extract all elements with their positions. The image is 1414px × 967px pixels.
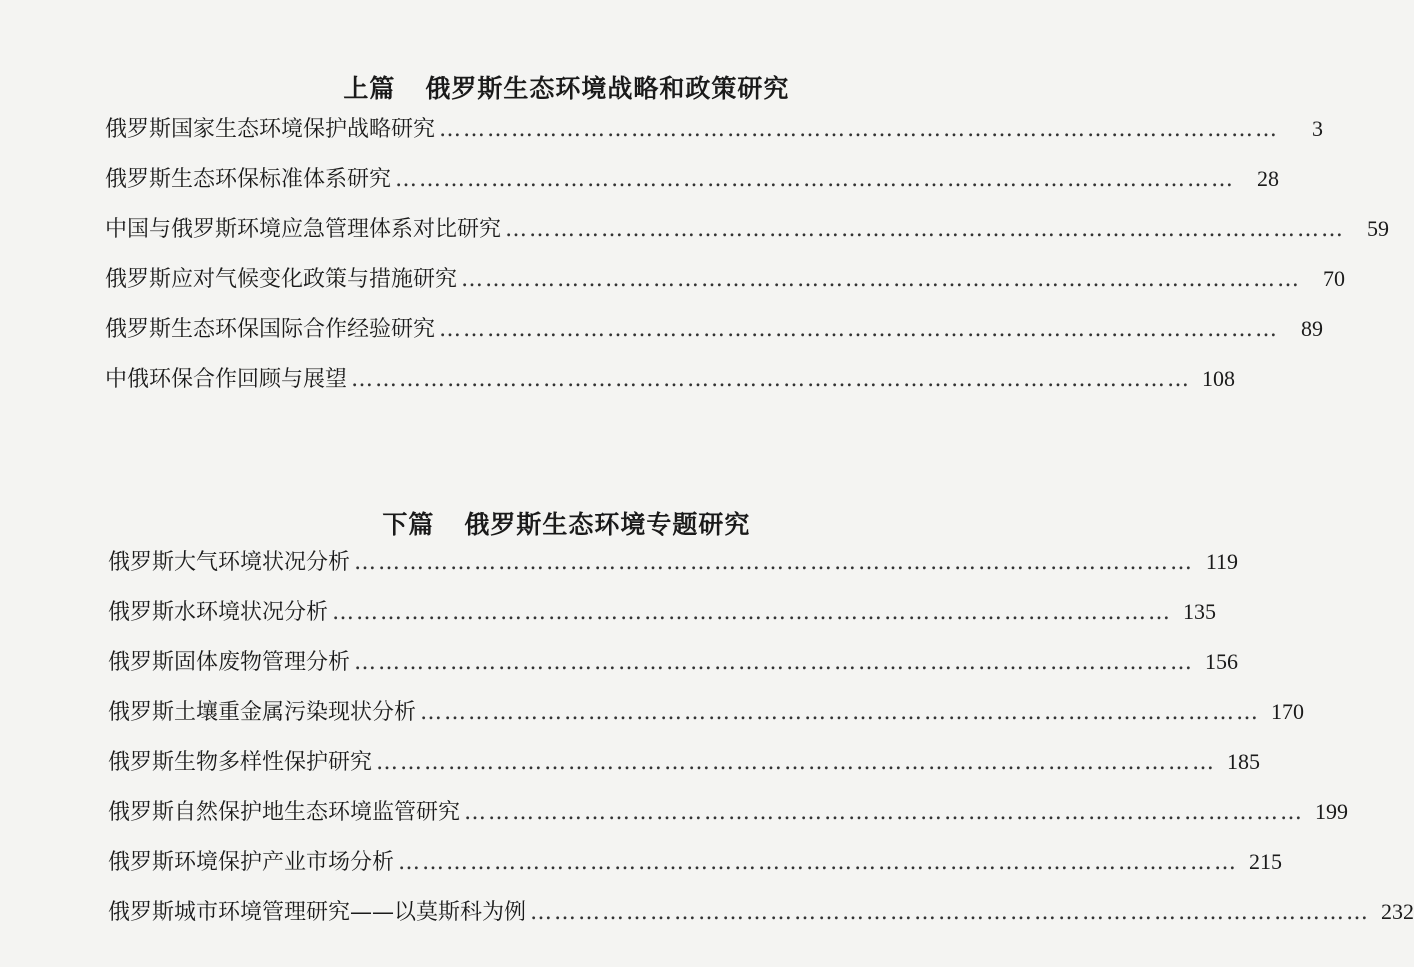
toc-entry-title: 俄罗斯生态环保国际合作经验研究	[105, 317, 436, 342]
dot-leader: ……………………………………………………………………………………………	[398, 850, 1239, 875]
dot-leader: ……………………………………………………………………………………………	[354, 650, 1195, 675]
toc-entry-title: 中国与俄罗斯环境应急管理体系对比研究	[105, 217, 502, 242]
toc-entry-title: 俄罗斯城市环境管理研究——以莫斯科为例	[108, 900, 527, 925]
toc-entry-page: 70	[1323, 266, 1346, 291]
toc-entry-page: 135	[1183, 599, 1217, 624]
dot-leader: ……………………………………………………………………………………………	[376, 750, 1217, 775]
toc-entry-title: 俄罗斯水环境状况分析	[108, 600, 329, 625]
toc-entry-page: 185	[1227, 749, 1261, 774]
toc-entry[interactable]	[108, 745, 1261, 781]
toc-entry[interactable]	[108, 845, 1283, 881]
dot-leader: ……………………………………………………………………………………………	[420, 700, 1261, 725]
dot-leader: ……………………………………………………………………………………………	[439, 117, 1280, 142]
toc-entry[interactable]	[108, 545, 1239, 581]
dot-leader: ……………………………………………………………………………………………	[332, 600, 1173, 625]
dot-leader: ……………………………………………………………………………………………	[354, 550, 1195, 575]
toc-entry-page: 108	[1202, 366, 1236, 391]
dot-leader: ……………………………………………………………………………………………	[395, 167, 1236, 192]
toc-entry-title: 俄罗斯大气环境状况分析	[108, 550, 351, 575]
toc-entry-page: 119	[1205, 549, 1239, 574]
toc-entry[interactable]	[105, 112, 1324, 148]
toc-entry[interactable]	[108, 795, 1349, 831]
dot-leader: ……………………………………………………………………………………………	[351, 367, 1192, 392]
toc-entry-page: 215	[1249, 849, 1283, 874]
toc-entry-title: 俄罗斯环境保护产业市场分析	[108, 850, 395, 875]
toc-entry[interactable]	[108, 895, 1414, 931]
toc-entry[interactable]	[105, 312, 1324, 348]
toc-entry-page: 3	[1312, 116, 1324, 141]
toc-entry-title: 俄罗斯自然保护地生态环境监管研究	[108, 800, 461, 825]
toc-entry-title: 俄罗斯生态环保标准体系研究	[105, 167, 392, 192]
toc-entry-title: 俄罗斯土壤重金属污染现状分析	[108, 700, 417, 725]
toc-entry-title: 俄罗斯固体废物管理分析	[108, 650, 351, 675]
toc-entry-title: 俄罗斯国家生态环境保护战略研究	[105, 117, 436, 142]
toc-entry-page: 170	[1271, 699, 1305, 724]
toc-entry[interactable]	[108, 595, 1217, 631]
toc-entry-page: 28	[1257, 166, 1280, 191]
toc-entry-page: 156	[1205, 649, 1239, 674]
part2-label: 下篇	[382, 510, 435, 539]
toc-entry[interactable]	[105, 362, 1236, 398]
toc-entry[interactable]	[108, 645, 1239, 681]
toc-entry-page: 232	[1381, 899, 1414, 924]
part1-label: 上篇	[343, 74, 396, 103]
toc-entry-title: 中俄环保合作回顾与展望	[105, 367, 348, 392]
part2-title: 俄罗斯生态环境专题研究	[464, 510, 751, 539]
part1-title: 俄罗斯生态环境战略和政策研究	[425, 74, 790, 103]
toc-entry-title: 俄罗斯生物多样性保护研究	[108, 750, 373, 775]
dot-leader: ……………………………………………………………………………………………	[505, 217, 1346, 242]
dot-leader: ……………………………………………………………………………………………	[530, 900, 1371, 925]
toc-entry[interactable]	[105, 162, 1280, 198]
dot-leader: ……………………………………………………………………………………………	[439, 317, 1280, 342]
toc-entry-page: 199	[1315, 799, 1349, 824]
dot-leader: ……………………………………………………………………………………………	[461, 267, 1302, 292]
toc-entry-page: 89	[1301, 316, 1324, 341]
toc-entry[interactable]	[108, 695, 1305, 731]
toc-entry-page: 59	[1367, 216, 1390, 241]
toc-entry[interactable]	[105, 212, 1390, 248]
toc-entry[interactable]	[105, 262, 1346, 298]
dot-leader: ……………………………………………………………………………………………	[464, 800, 1305, 825]
toc-entry-title: 俄罗斯应对气候变化政策与措施研究	[105, 267, 458, 292]
